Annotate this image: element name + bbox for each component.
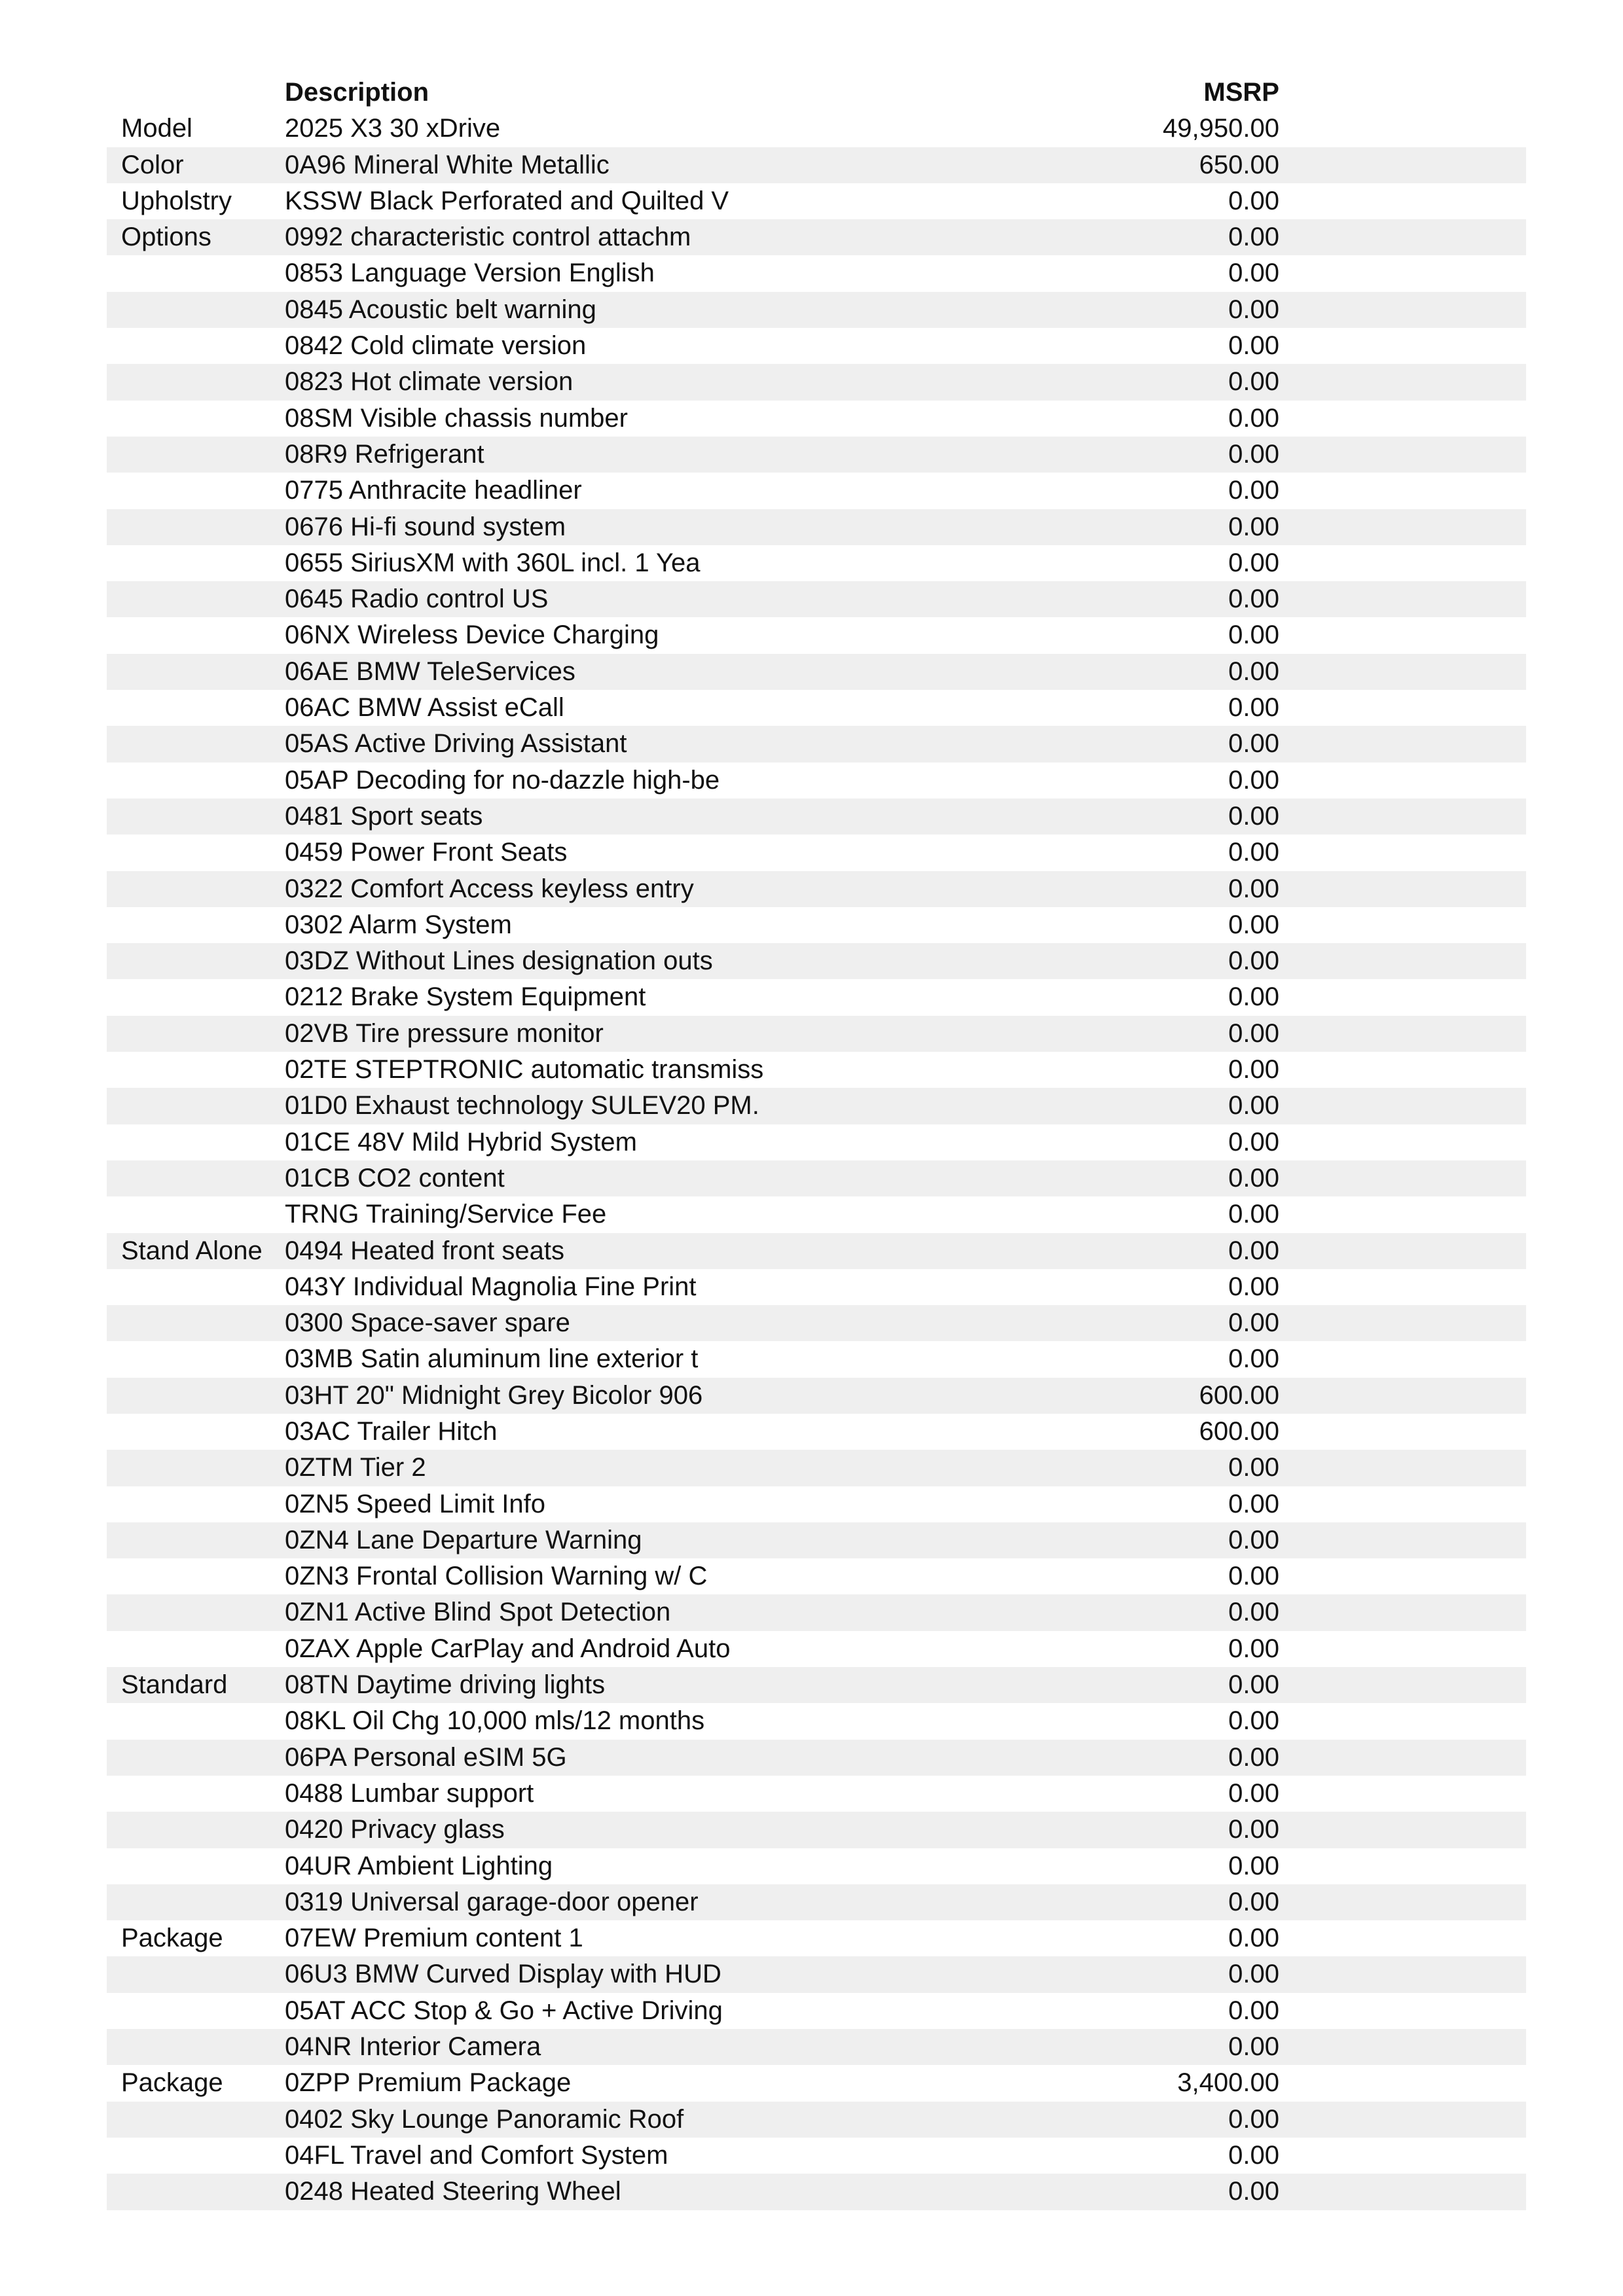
row-category: Package	[121, 1924, 223, 1953]
row-description: 06AE BMW TeleServices	[285, 656, 575, 686]
row-msrp: 0.00	[1228, 403, 1279, 433]
row-msrp: 0.00	[1228, 1924, 1279, 1953]
row-msrp: 0.00	[1228, 982, 1279, 1012]
row-description: 05AP Decoding for no-dazzle high-be	[285, 765, 720, 795]
table-row	[107, 1631, 1526, 1667]
row-description: 2025 X3 30 xDrive	[285, 114, 501, 143]
row-description: 0676 Hi-fi sound system	[285, 512, 566, 541]
row-msrp: 0.00	[1228, 1163, 1279, 1193]
row-msrp: 0.00	[1228, 1634, 1279, 1663]
row-description: 0248 Heated Steering Wheel	[285, 2177, 621, 2206]
row-description: 0322 Comfort Access keyless entry	[285, 874, 694, 903]
row-description: 0494 Heated front seats	[285, 1236, 564, 1265]
table-row	[107, 762, 1526, 798]
table-row	[107, 1740, 1526, 1776]
row-description: 08SM Visible chassis number	[285, 403, 628, 433]
row-description: 08TN Daytime driving lights	[285, 1670, 606, 1700]
table-body	[107, 111, 1526, 2210]
row-description: 0302 Alarm System	[285, 910, 512, 939]
table-row	[107, 617, 1526, 653]
table-row	[107, 1016, 1526, 1052]
row-msrp: 0.00	[1228, 765, 1279, 795]
row-description: 0459 Power Front Seats	[285, 838, 568, 867]
table-row	[107, 183, 1526, 219]
row-description: 07EW Premium content 1	[285, 1924, 583, 1953]
row-msrp: 0.00	[1228, 2177, 1279, 2206]
table-row	[107, 2174, 1526, 2210]
row-category: Stand Alone	[121, 1236, 263, 1265]
row-msrp: 0.00	[1228, 946, 1279, 976]
row-msrp: 0.00	[1228, 1489, 1279, 1518]
row-description: 03DZ Without Lines designation outs	[285, 946, 713, 976]
row-msrp: 0.00	[1228, 1670, 1279, 1700]
table-row	[107, 871, 1526, 907]
row-description: 0ZN4 Lane Departure Warning	[285, 1525, 642, 1554]
table-row	[107, 834, 1526, 870]
table-row	[107, 545, 1526, 581]
row-description: 06NX Wireless Device Charging	[285, 620, 659, 650]
table-row	[107, 1124, 1526, 1160]
table-row	[107, 509, 1526, 545]
table-row	[107, 1233, 1526, 1269]
row-description: 0ZTM Tier 2	[285, 1453, 426, 1482]
row-msrp: 0.00	[1228, 1525, 1279, 1554]
table-row	[107, 2138, 1526, 2174]
table-row	[107, 1594, 1526, 1630]
row-msrp: 0.00	[1228, 1236, 1279, 1265]
table-row	[107, 581, 1526, 617]
row-description: 0ZN1 Active Blind Spot Detection	[285, 1598, 671, 1627]
row-msrp: 0.00	[1228, 1018, 1279, 1048]
table-row	[107, 292, 1526, 328]
row-category: Options	[121, 223, 211, 252]
row-msrp: 0.00	[1228, 259, 1279, 288]
table-row	[107, 690, 1526, 726]
row-description: 0488 Lumbar support	[285, 1778, 534, 1808]
row-msrp: 0.00	[1228, 1344, 1279, 1374]
row-msrp: 0.00	[1228, 439, 1279, 469]
row-msrp: 0.00	[1228, 1055, 1279, 1085]
row-msrp: 0.00	[1228, 1272, 1279, 1301]
table-row	[107, 1378, 1526, 1414]
row-description: 0645 Radio control US	[285, 584, 549, 614]
table-row	[107, 1414, 1526, 1450]
row-description: 0823 Hot climate version	[285, 367, 574, 397]
row-msrp: 0.00	[1228, 331, 1279, 361]
row-description: 03AC Trailer Hitch	[285, 1416, 498, 1446]
row-msrp: 600.00	[1199, 1416, 1279, 1446]
table-row	[107, 726, 1526, 762]
table-row	[107, 1341, 1526, 1377]
row-description: 02TE STEPTRONIC automatic transmiss	[285, 1055, 764, 1085]
row-description: 0655 SiriusXM with 360L incl. 1 Yea	[285, 548, 701, 577]
table-row	[107, 219, 1526, 255]
row-msrp: 0.00	[1228, 1960, 1279, 1989]
row-description: 03MB Satin aluminum line exterior t	[285, 1344, 699, 1374]
row-msrp: 0.00	[1228, 2104, 1279, 2134]
table-row	[107, 111, 1526, 147]
row-msrp: 0.00	[1228, 1815, 1279, 1844]
table-row	[107, 437, 1526, 473]
row-msrp: 0.00	[1228, 1996, 1279, 2025]
table-row	[107, 1993, 1526, 2029]
row-msrp: 0.00	[1228, 1562, 1279, 1591]
table-row	[107, 654, 1526, 690]
row-description: 0ZN5 Speed Limit Info	[285, 1489, 545, 1518]
row-msrp: 0.00	[1228, 2032, 1279, 2062]
row-msrp: 600.00	[1199, 1380, 1279, 1410]
row-description: 04NR Interior Camera	[285, 2032, 541, 2062]
table-row	[107, 1088, 1526, 1124]
row-msrp: 0.00	[1228, 295, 1279, 324]
table-row	[107, 1450, 1526, 1486]
table-row	[107, 1776, 1526, 1812]
row-category: Package	[121, 2068, 223, 2098]
table-row	[107, 1956, 1526, 1992]
row-description: 0420 Privacy glass	[285, 1815, 505, 1844]
row-msrp: 0.00	[1228, 1200, 1279, 1229]
row-msrp: 0.00	[1228, 1742, 1279, 1772]
row-description: 0300 Space-saver spare	[285, 1308, 570, 1338]
table-row	[107, 979, 1526, 1015]
row-description: 01CE 48V Mild Hybrid System	[285, 1127, 637, 1157]
table-header	[107, 75, 1526, 111]
row-description: 0842 Cold climate version	[285, 331, 587, 361]
row-msrp: 0.00	[1228, 1308, 1279, 1338]
row-msrp: 0.00	[1228, 1851, 1279, 1880]
row-description: 0ZAX Apple CarPlay and Android Auto	[285, 1634, 731, 1663]
row-description: 05AT ACC Stop & Go + Active Driving	[285, 1996, 723, 2025]
row-msrp: 0.00	[1228, 729, 1279, 759]
table-row	[107, 1558, 1526, 1594]
row-category: Standard	[121, 1670, 228, 1700]
row-msrp: 0.00	[1228, 223, 1279, 252]
row-description: 08KL Oil Chg 10,000 mls/12 months	[285, 1706, 705, 1736]
row-msrp: 0.00	[1228, 620, 1279, 650]
row-msrp: 0.00	[1228, 584, 1279, 614]
table-row	[107, 147, 1526, 183]
row-description: 06AC BMW Assist eCall	[285, 693, 564, 723]
table-row	[107, 473, 1526, 509]
table-row	[107, 1160, 1526, 1196]
row-description: 08R9 Refrigerant	[285, 439, 484, 469]
row-category: Color	[121, 150, 184, 179]
row-description: 04UR Ambient Lighting	[285, 1851, 553, 1880]
row-msrp: 0.00	[1228, 1778, 1279, 1808]
row-msrp: 0.00	[1228, 512, 1279, 541]
row-description: 0853 Language Version English	[285, 259, 655, 288]
row-msrp: 0.00	[1228, 367, 1279, 397]
row-description: 0775 Anthracite headliner	[285, 476, 582, 505]
table-row	[107, 1920, 1526, 1956]
row-description: 0ZPP Premium Package	[285, 2068, 572, 2098]
row-msrp: 0.00	[1228, 874, 1279, 903]
table-row	[107, 1052, 1526, 1088]
table-row	[107, 1667, 1526, 1703]
row-description: 0ZN3 Frontal Collision Warning w/ C	[285, 1562, 708, 1591]
table-row	[107, 1196, 1526, 1232]
table-row	[107, 2029, 1526, 2065]
row-msrp: 0.00	[1228, 1453, 1279, 1482]
description-column-header: Description	[285, 78, 429, 107]
row-msrp: 49,950.00	[1163, 114, 1279, 143]
row-description: 01D0 Exhaust technology SULEV20 PM.	[285, 1091, 759, 1121]
row-msrp: 0.00	[1228, 838, 1279, 867]
table-row	[107, 255, 1526, 291]
row-description: 05AS Active Driving Assistant	[285, 729, 627, 759]
row-description: 06PA Personal eSIM 5G	[285, 1742, 567, 1772]
row-description: 0319 Universal garage-door opener	[285, 1887, 699, 1916]
row-description: 0A96 Mineral White Metallic	[285, 150, 610, 179]
row-description: 0212 Brake System Equipment	[285, 982, 646, 1012]
row-msrp: 650.00	[1199, 150, 1279, 179]
row-description: 0402 Sky Lounge Panoramic Roof	[285, 2104, 684, 2134]
row-msrp: 0.00	[1228, 693, 1279, 723]
msrp-table	[107, 75, 1526, 2210]
row-description: 06U3 BMW Curved Display with HUD	[285, 1960, 721, 1989]
table-row	[107, 943, 1526, 979]
table-row	[107, 1522, 1526, 1558]
table-row	[107, 1305, 1526, 1341]
row-msrp: 0.00	[1228, 801, 1279, 831]
row-msrp: 0.00	[1228, 476, 1279, 505]
row-msrp: 0.00	[1228, 1091, 1279, 1121]
row-description: TRNG Training/Service Fee	[285, 1200, 607, 1229]
row-description: 0845 Acoustic belt warning	[285, 295, 596, 324]
table-row	[107, 798, 1526, 834]
table-row	[107, 907, 1526, 943]
table-row	[107, 1812, 1526, 1848]
row-msrp: 0.00	[1228, 1127, 1279, 1157]
table-row	[107, 1269, 1526, 1305]
row-description: 04FL Travel and Comfort System	[285, 2140, 668, 2170]
row-msrp: 0.00	[1228, 1887, 1279, 1916]
row-description: KSSW Black Perforated and Quilted V	[285, 186, 729, 215]
table-row	[107, 2102, 1526, 2138]
table-row	[107, 364, 1526, 400]
row-description: 02VB Tire pressure monitor	[285, 1018, 604, 1048]
table-row	[107, 1848, 1526, 1884]
row-category: Model	[121, 114, 192, 143]
row-description: 01CB CO2 content	[285, 1163, 505, 1193]
row-description: 0481 Sport seats	[285, 801, 483, 831]
table-row	[107, 1703, 1526, 1739]
msrp-column-header: MSRP	[1203, 78, 1279, 107]
row-description: 0992 characteristic control attachm	[285, 223, 691, 252]
table-row	[107, 328, 1526, 364]
row-msrp: 0.00	[1228, 1598, 1279, 1627]
table-row	[107, 401, 1526, 437]
table-row	[107, 2065, 1526, 2101]
row-msrp: 0.00	[1228, 656, 1279, 686]
row-msrp: 0.00	[1228, 2140, 1279, 2170]
row-msrp: 0.00	[1228, 548, 1279, 577]
table-row	[107, 1486, 1526, 1522]
row-description: 043Y Individual Magnolia Fine Print	[285, 1272, 697, 1301]
row-msrp: 0.00	[1228, 186, 1279, 215]
row-msrp: 0.00	[1228, 1706, 1279, 1736]
row-msrp: 0.00	[1228, 910, 1279, 939]
row-msrp: 3,400.00	[1177, 2068, 1279, 2098]
row-category: Upholstry	[121, 186, 232, 215]
row-description: 03HT 20" Midnight Grey Bicolor 906	[285, 1380, 703, 1410]
table-row	[107, 1884, 1526, 1920]
